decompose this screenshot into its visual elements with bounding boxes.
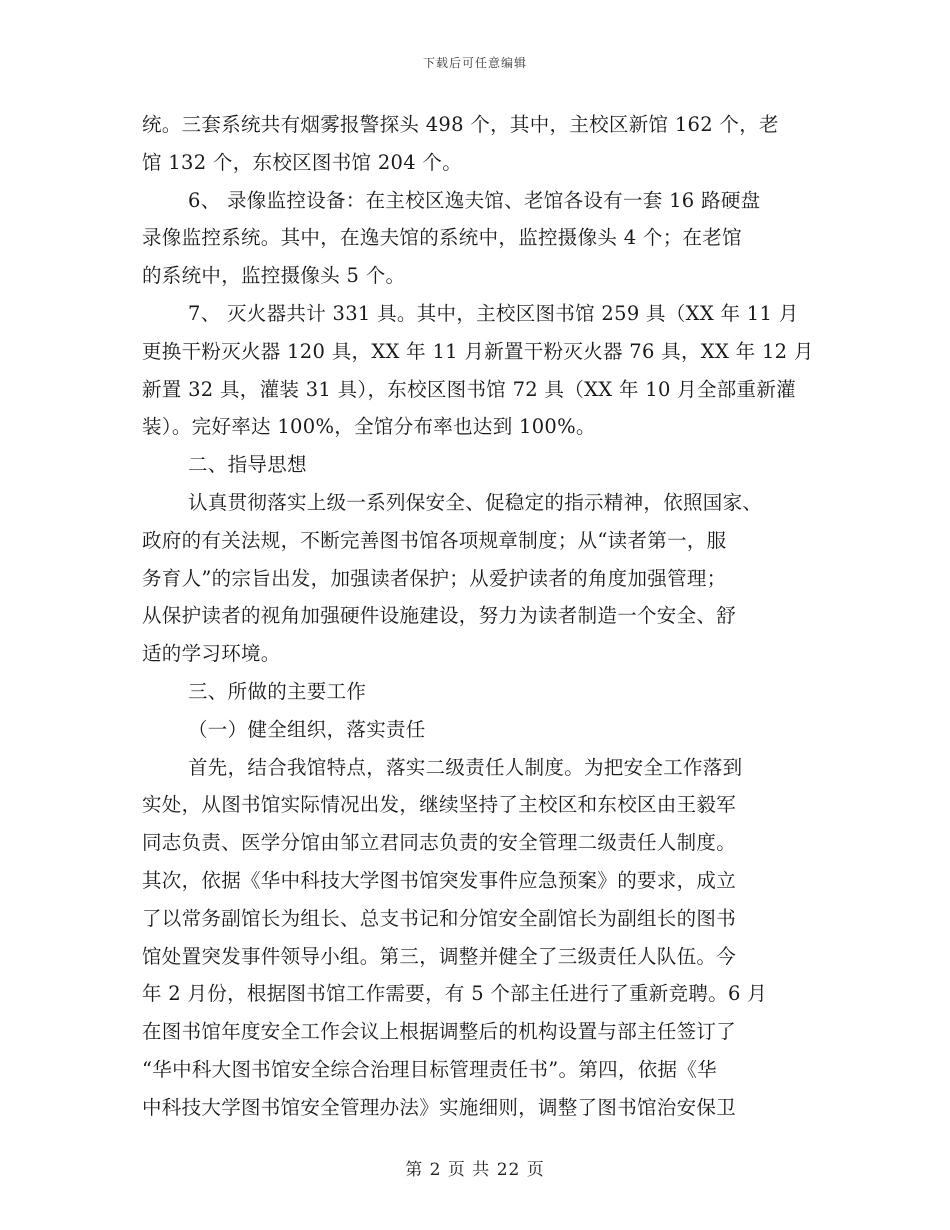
text-line: “华中科大图书馆安全综合治理目标管理责任书”。第四，依据《华 (142, 1057, 717, 1081)
page-footer: 第 2 页 共 22 页 (405, 1160, 545, 1180)
text-line: 6、 录像监控设备：在主校区逸夫馆、老馆各设有一套 16 路硬盘 (188, 188, 761, 212)
text-line: 馆处置突发事件领导小组。第三，调整并健全了三级责任人队伍。今 (142, 944, 737, 968)
text-line: 首先，结合我馆特点，落实二级责任人制度。为把安全工作落到 (188, 755, 743, 779)
text-line: 装）。完好率达 100%，全馆分布率也达到 100%。 (142, 415, 596, 439)
text-line: 从保护读者的视角加强硬件设施建设，努力为读者制造一个安全、舒 (142, 604, 737, 628)
text-line: 同志负责、医学分馆由邹立君同志负责的安全管理二级责任人制度。 (142, 831, 737, 855)
text-line: 统。三套系统共有烟雾报警探头 498 个，其中，主校区新馆 162 个，老 (142, 113, 779, 136)
text-line: 在图书馆年度安全工作会议上根据调整后的机构设置与部主任签订了 (142, 1020, 737, 1044)
subsection-heading: （一）健全组织，落实责任 (188, 717, 426, 741)
text-line: 了以常务副馆长为组长、总支书记和分馆安全副馆长为副组长的图书 (142, 906, 737, 930)
text-line: 年 2 月份，根据图书馆工作需要，有 5 个部主任进行了重新竞聘。6 月 (142, 982, 768, 1006)
page-header: 下载后可任意编辑 (422, 56, 527, 70)
text-line: 政府的有关法规，不断完善图书馆各项规章制度；从“读者第一，服 (142, 528, 727, 552)
text-line: 7、 灭火器共计 331 具。其中，主校区图书馆 259 具（XX 年 11 月 (188, 301, 799, 325)
text-line: 的系统中，监控摄像头 5 个。 (142, 264, 406, 288)
text-line: 更换干粉灭火器 120 具，XX 年 11 月新置干粉灭火器 76 具，XX 年 12 月 (142, 339, 814, 363)
text-line: 其次，依据《华中科技大学图书馆突发事件应急预案》的要求，成立 (142, 868, 737, 892)
text-line: 实处，从图书馆实际情况出发，继续坚持了主校区和东校区由王毅军 (142, 793, 737, 817)
text-line: 录像监控系统。其中，在逸夫馆的系统中，监控摄像头 4 个；在老馆 (142, 226, 742, 250)
section-heading: 三、所做的主要工作 (188, 679, 367, 703)
text-line: 适的学习环境。 (142, 642, 281, 666)
document-body (142, 106, 814, 1127)
text-line: 新置 32 具，灌装 31 具），东校区图书馆 72 具（XX 年 10 月全部重新灌 (142, 377, 796, 401)
text-line: 中科技大学图书馆安全管理办法》实施细则，调整了图书馆治安保卫 (142, 1095, 737, 1119)
section-heading: 二、指导思想 (188, 453, 307, 477)
text-line: 认真贯彻落实上级一系列保安全、促稳定的指示精神，依照国家、 (188, 490, 763, 514)
text-line: 馆 132 个，东校区图书馆 204 个。 (142, 150, 463, 174)
text-line: 务育人”的宗旨出发，加强读者保护；从爱护读者的角度加强管理； (142, 566, 727, 590)
